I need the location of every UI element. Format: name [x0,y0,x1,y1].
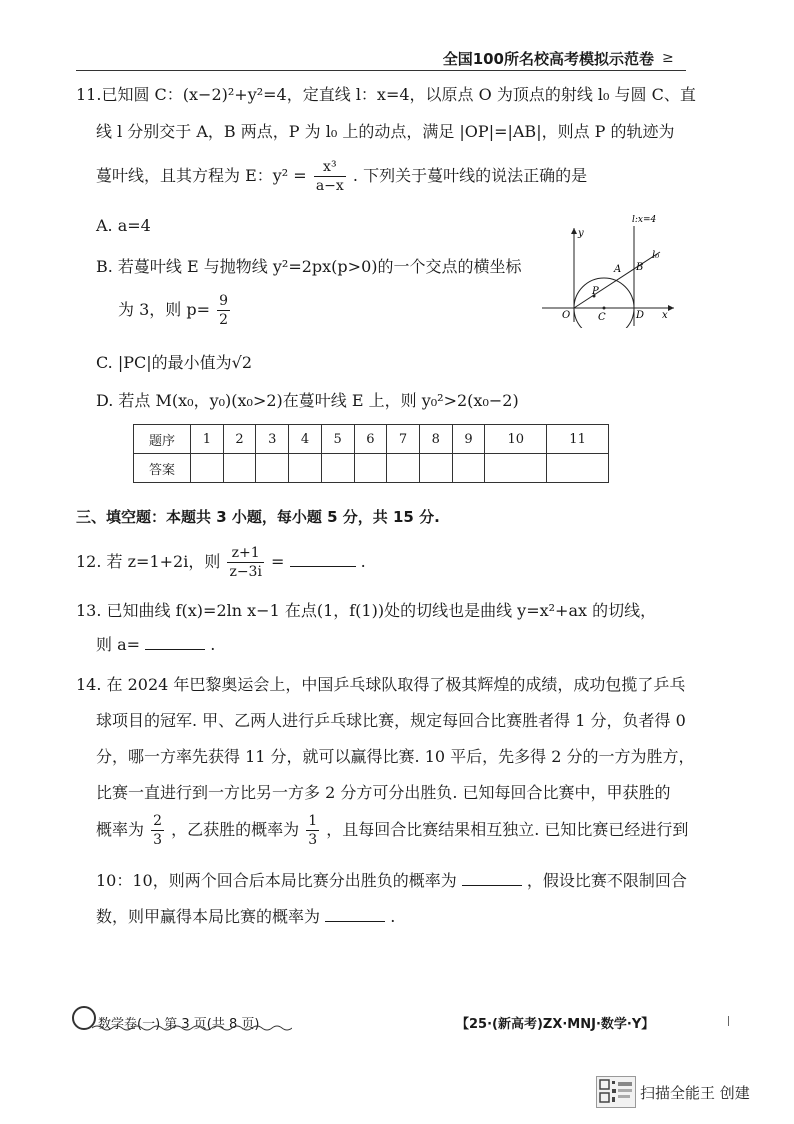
q14-line5-c: ，且每回合比赛结果相互独立. 已知比赛已经进行到 [326,820,689,839]
label-y: y [578,228,584,239]
q13-line2-pre: 则 a= [96,635,141,654]
header-mark: ≥ [662,50,674,66]
q14-frac-1-den: 3 [153,832,163,848]
q14-answer-blank-1[interactable] [462,871,522,886]
table-cell-number: 10 [485,425,547,454]
q14-line5 [96,812,688,849]
q14-frac-1-num: 2 [153,813,163,829]
label-line-l: l:x=4 [632,215,657,225]
q14-line7-pre: 数，则甲赢得本局比赛的概率为 [96,907,321,926]
q11-option-c: C. |PC|的最小值为√2 [96,353,253,372]
cissoid-figure [536,210,680,328]
q11-option-b-line1: B. 若蔓叶线 E 与抛物线 y²=2px(p>0)的一个交点的横坐标 [96,257,522,276]
table-cell-number: 9 [452,425,485,454]
y-axis-arrow [571,228,577,234]
label-o: O [562,310,571,321]
label-l0: l₀ [652,250,660,261]
table-cell-answer[interactable] [354,454,387,483]
q13-line2 [96,632,215,655]
watermark-text: 扫描全能王 创建 [640,1084,750,1102]
q11-option-d: D. 若点 M(x₀，y₀)(x₀>2)在蔓叶线 E 上，则 y₀²>2(x₀−2) [96,391,519,410]
label-a: A [614,264,622,275]
q12-fraction [227,544,264,581]
q14-answer-blank-2[interactable] [325,907,385,922]
table-cell-number: 8 [419,425,452,454]
q14-line3: 分，哪一方率先获得 11 分，就可以赢得比赛. 10 平后，先多得 2 分的一方为胜方， [96,747,695,766]
q12-end: . [360,552,366,571]
q11-option-b-fraction [217,292,230,329]
q14-frac-2 [306,812,319,849]
ray-l0 [574,252,660,308]
section-3-title: 三、填空题：本题共 3 小题，每小题 5 分，共 15 分. [76,508,440,526]
q12-pre: 12. 若 z=1+2i，则 [76,552,221,571]
table-row-answers [134,454,609,483]
margin-tick [728,1016,729,1026]
q11-option-b-den: 2 [219,312,229,328]
q14-line5-a: 概率为 [96,820,145,839]
footer-exam-code: 【25·(新高考)ZX·MNJ·数学·Y】 [456,1017,655,1032]
x-axis-arrow [668,305,674,311]
q12-den: z−3i [229,564,262,580]
table-cell-answer[interactable] [387,454,420,483]
table-cell-number: 3 [256,425,289,454]
q11-option-b-line2 [118,292,232,329]
q12 [76,544,366,581]
table-cell-answer[interactable] [321,454,354,483]
table-cell-number: 2 [223,425,256,454]
q11-equation-fraction [314,158,346,195]
q14-line2: 球项目的冠军. 甲、乙两人进行乒乓球比赛，规定每回合比赛胜者得 1 分，负者得 0 [96,711,686,730]
table-cell-number: 1 [191,425,224,454]
table-cell-number: 5 [321,425,354,454]
q12-answer-blank[interactable] [290,552,356,567]
q14-line5-b: ，乙获胜的概率为 [171,820,300,839]
q11-line3-post: . 下列关于蔓叶线的说法正确的是 [352,166,588,185]
footer-page-info: 数学卷(一) 第 3 页(共 8 页) [98,1017,260,1032]
table-cell-number: 4 [289,425,322,454]
q13-answer-blank[interactable] [145,635,205,650]
qr-code-icon [596,1076,636,1108]
point-c-dot [603,307,606,310]
label-c: C [598,312,606,323]
table-cell-number: 6 [354,425,387,454]
q13-line2-end: . [210,635,216,654]
table-cell-answer[interactable] [256,454,289,483]
q11-option-b-num: 9 [219,293,229,309]
q14-line7 [96,904,395,927]
table-cell-answer[interactable] [452,454,485,483]
footer-wave-decoration [92,1024,292,1032]
q11-frac-num: x³ [314,158,346,177]
table-cell-number: 11 [547,425,609,454]
table-cell-answer[interactable] [419,454,452,483]
q14-line1: 14. 在 2024 年巴黎奥运会上，中国乒乓球队取得了极其辉煌的成绩，成功包揽了乒乓 [76,675,686,694]
table-cell-answer[interactable] [289,454,322,483]
table-cell-answer[interactable] [223,454,256,483]
q14-frac-2-num: 1 [308,813,318,829]
q11-line3-pre: 蔓叶线，且其方程为 E：y² = [96,166,307,185]
q11-line3 [96,158,587,195]
q14-line4: 比赛一直进行到一方比另一方多 2 分方可分出胜负. 已知每回合比赛中，甲获胜的 [96,783,671,802]
header-divider [76,70,686,71]
q14-line6-post: ，假设比赛不限制回合 [526,871,687,890]
q12-eq: = [271,552,285,571]
answer-table [133,424,609,483]
table-cell-answer[interactable] [485,454,547,483]
label-p: P [592,286,599,297]
q12-num: z+1 [227,544,264,563]
label-b: B [636,262,644,273]
header-title: 全国100所名校高考模拟示范卷 [442,50,654,68]
table-header-answer: 答案 [134,454,191,483]
q11-line2: 线 l 分别交于 A，B 两点，P 为 l₀ 上的动点，满足 |OP|=|AB|，则点 P 的轨迹为 [96,122,675,141]
q11-frac-den: a−x [315,178,344,194]
q13-line1: 13. 已知曲线 f(x)=2ln x−1 在点(1，f(1))处的切线也是曲线 y=x²+ax 的切线， [76,601,657,620]
label-d: D [636,310,645,321]
q11-line1: 11.已知圆 C：(x−2)²+y²=4，定直线 l：x=4，以原点 O 为顶点的射线 l₀ 与圆 C、直 [76,85,696,104]
q14-frac-1 [151,812,164,849]
label-x: x [662,310,668,321]
q14-line6-pre: 10：10，则两个回合后本局比赛分出胜负的概率为 [96,871,457,890]
q11-option-b-pre: 为 3，则 p= [118,300,211,319]
table-cell-answer[interactable] [191,454,224,483]
q11-option-a: A. a=4 [96,216,151,235]
table-cell-answer[interactable] [547,454,609,483]
table-cell-number: 7 [387,425,420,454]
q14-line6 [96,868,687,891]
q14-line7-end: . [390,907,396,926]
q14-frac-2-den: 3 [308,832,318,848]
table-row-numbers [134,425,609,454]
table-header-number: 题序 [134,425,191,454]
